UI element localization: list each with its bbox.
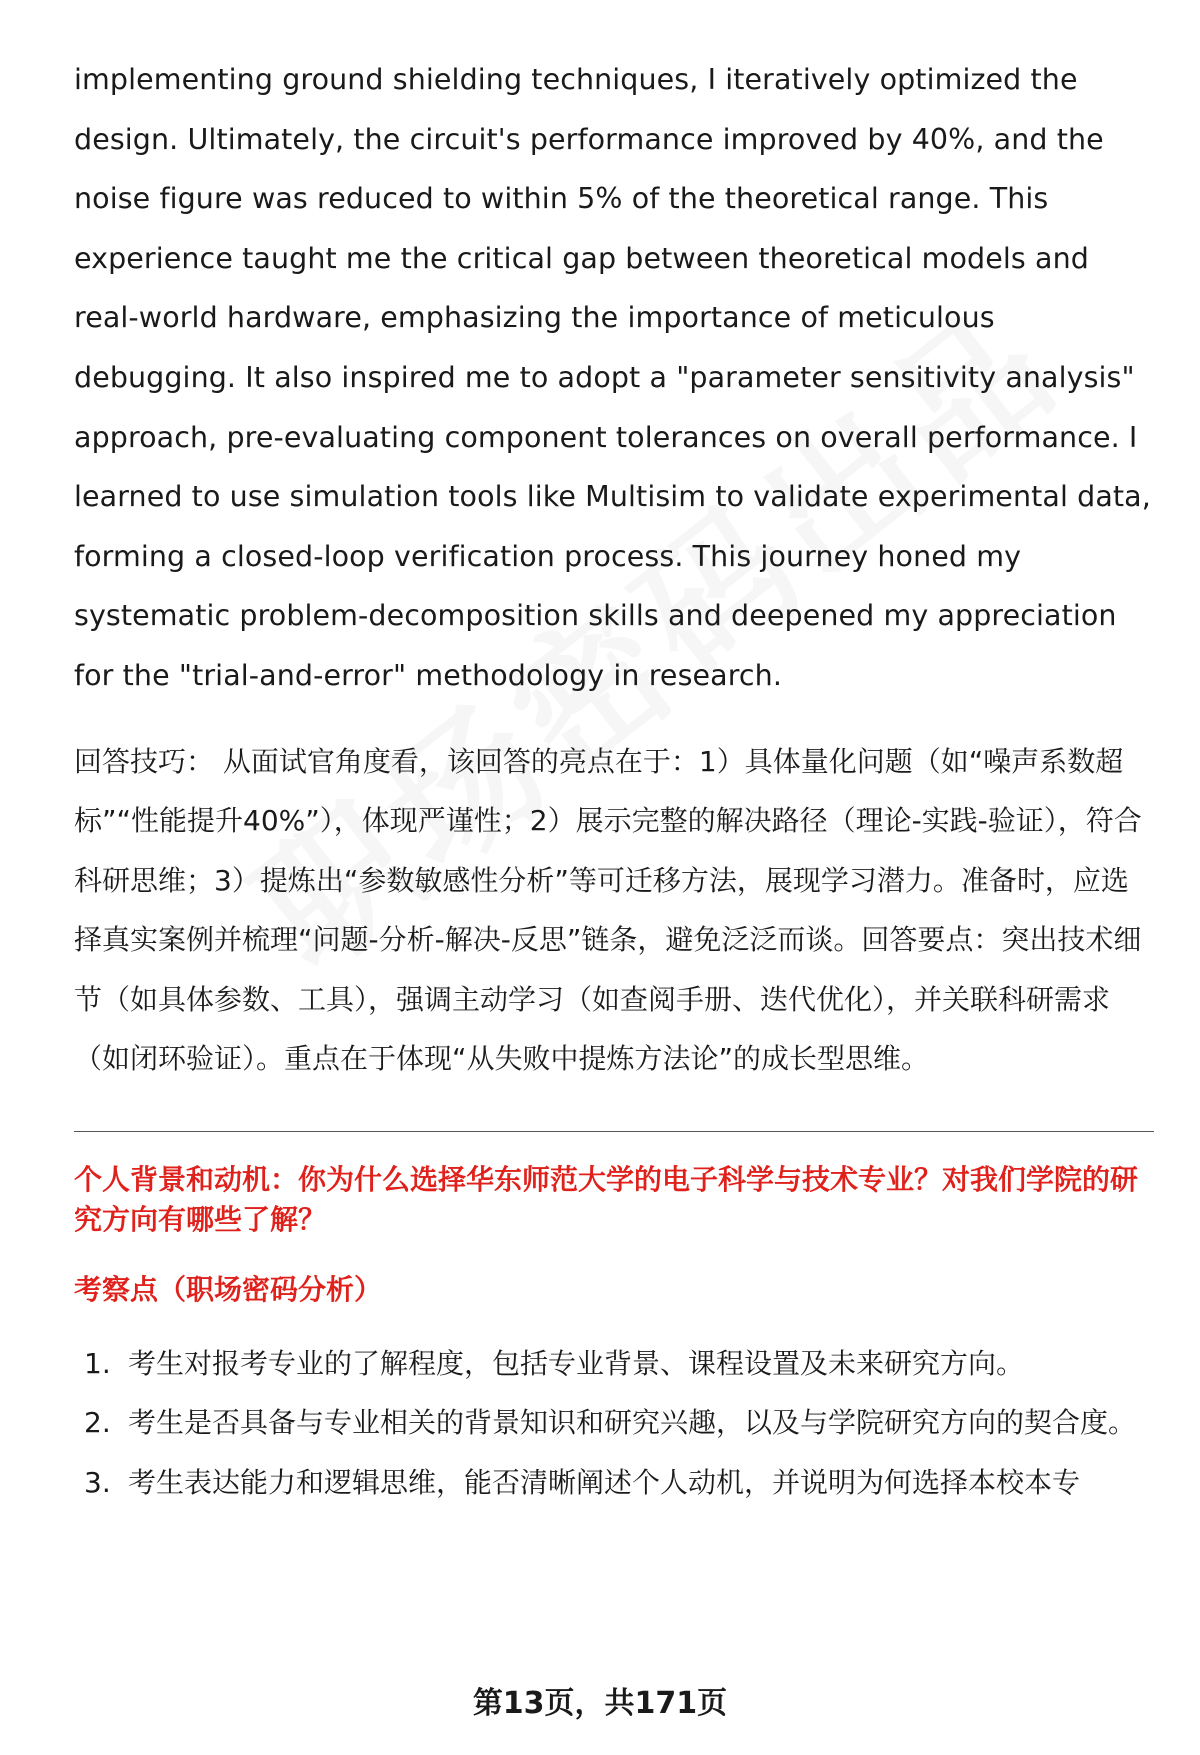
section-divider [74,1131,1154,1132]
list-item-text: 考生是否具备与专业相关的背景知识和研究兴趣，以及与学院研究方向的契合度。 [128,1406,1137,1440]
document-page [74,50,1154,1512]
answer-paragraph: implementing ground shielding techniques, I iteratively optimized the design. Ultimately, the circuit's performance improved by 40%, and the noise figure was reduced to within 5% of the theoretical range. This experience taught me the critical gap between theoretical models and real-world hardware, emphasizing the importance of meticulous debugging. It also inspired me to adopt a "parameter sensitivity analysis" approach, pre-evaluating component tolerances on overall performance. I learned to use simulation tools like Multisim to validate experimental data, forming a closed-loop verification process. This journey honed my systematic problem-decomposition skills and deepened my appreciation for the "trial-and-error" methodology in research. [74,63,1151,692]
list-item-number: 2. [84,1406,111,1440]
list-item-number: 3. [84,1465,111,1499]
assessment-points-heading: 考察点（职场密码分析） [74,1272,383,1306]
list-item-text: 考生表达能力和逻辑思维，能否清晰阐述个人动机，并说明为何选择本校本专 [128,1465,1081,1499]
list-item-number: 1. [84,1346,111,1380]
page-number-footer: 第13页，共171页 [472,1686,728,1721]
assessment-points-list [74,1334,1154,1513]
list-item [74,1393,1154,1453]
list-item [74,1334,1154,1394]
list-item-text: 考生对报考专业的了解程度，包括专业背景、课程设置及未来研究方向。 [128,1346,1025,1380]
answer-tips-paragraph: 回答技巧： 从面试官角度看，该回答的亮点在于：1）具体量化问题（如“噪声系数超标”“性能提升40%”），体现严谨性；2）展示完整的解决路径（理论-实践-验证），符合科研思维；3）提炼出“参数敏感性分析”等可迁移方法，展现学习潜力。准备时，应选择真实案例并梳理“问题-分析-解决-反思”链条，避免泛泛而谈。回答要点：突出技术细节（如具体参数、工具），强调主动学习（如查阅手册、迭代优化），并关联科研需求（如闭环验证）。重点在于体现“从失败中提炼方法论”的成长型思维。 [74,744,1142,1076]
list-item [74,1453,1154,1513]
question-heading: 个人背景和动机：你为什么选择华东师范大学的电子科学与技术专业？对我们学院的研究方向有哪些了解？ [74,1162,1139,1236]
